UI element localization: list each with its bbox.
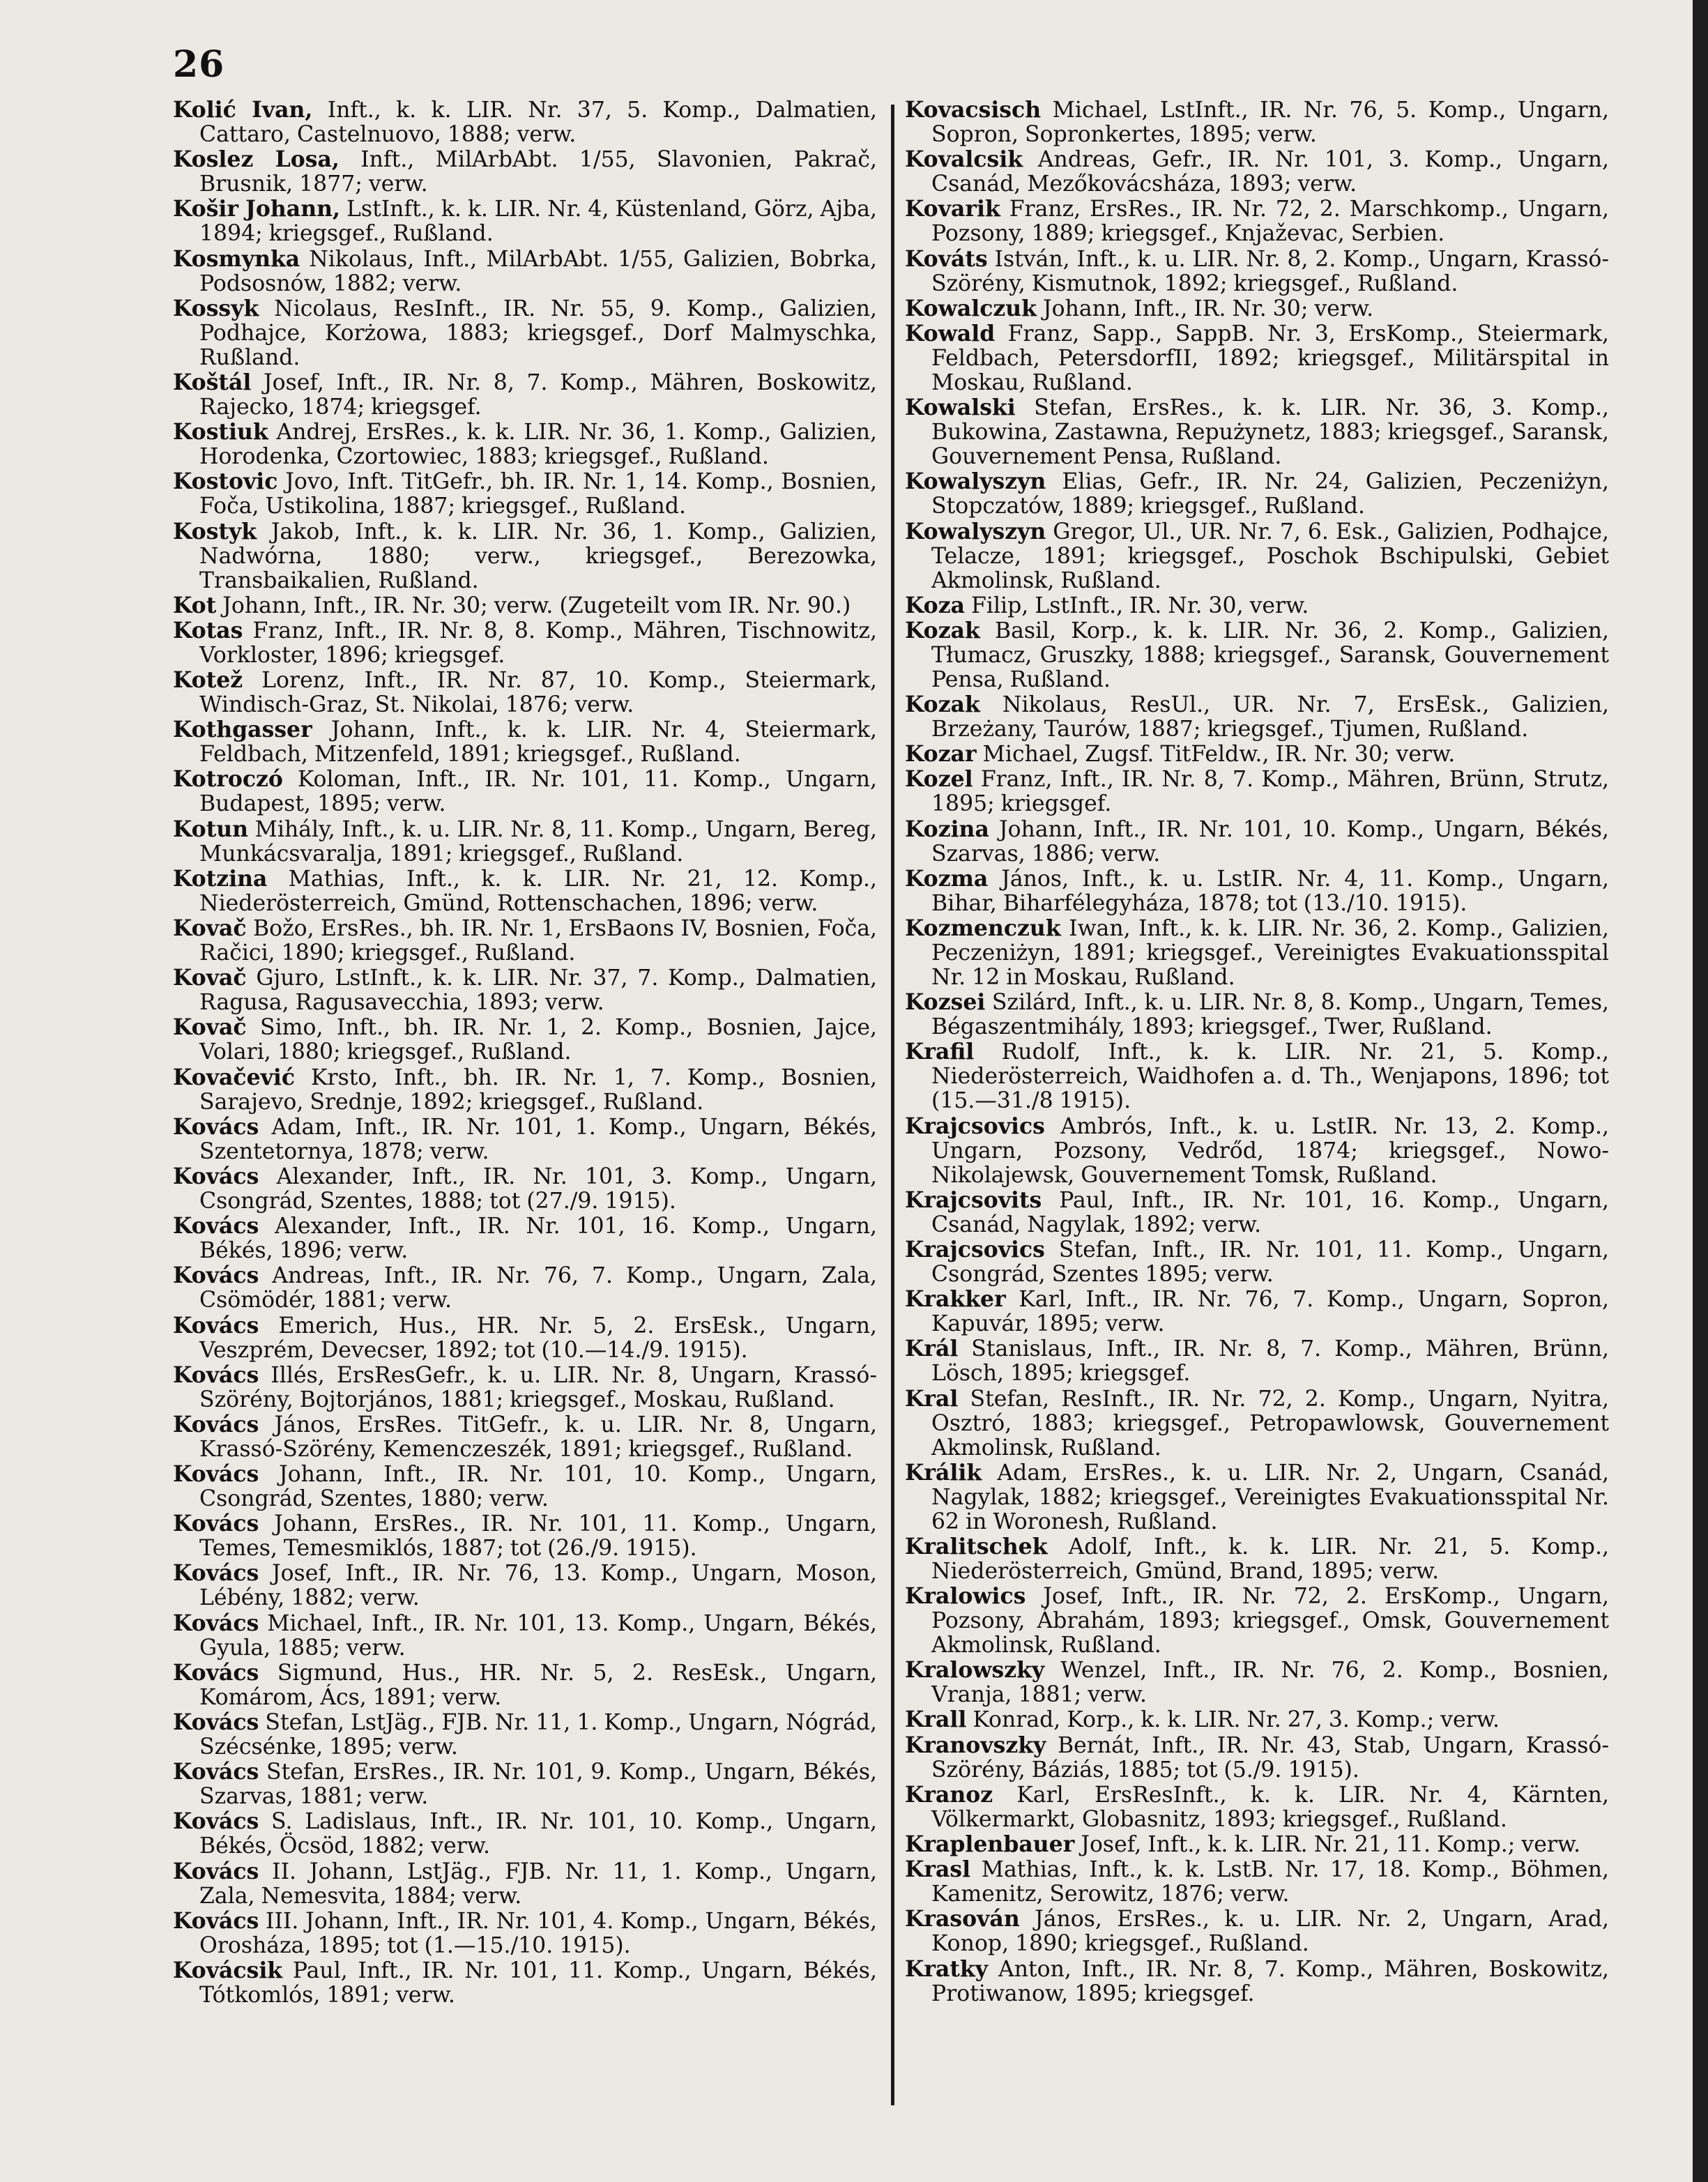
entry-text: Krsto, Inft., bh. IR. Nr. 1, 7. Komp., Bosnien, Sarajevo, Srednje, 1892; kriegsgef., Rußland. [199, 1065, 878, 1115]
entry-name: Kováts [905, 245, 988, 272]
list-item [905, 1237, 1609, 1287]
list-item [173, 1462, 877, 1511]
entry-name: Krall [905, 1707, 967, 1733]
list-item [173, 1115, 877, 1164]
list-item [173, 1760, 877, 1809]
entry-text: Franz, Sapp., SappB. Nr. 3, ErsKomp., Steiermark, Feldbach, PetersdorfII, 1892; kriegsgef., Militärspital in Moskau, Rußland. [931, 321, 1609, 395]
list-item [173, 1214, 877, 1263]
entry-name: Kotež [173, 667, 243, 694]
list-item [905, 1907, 1609, 1956]
entry-text: Michael, Inft., IR. Nr. 101, 13. Komp., Ungarn, Békés, Gyula, 1885; verw. [199, 1610, 877, 1661]
list-item [905, 618, 1609, 692]
entry-text: Konrad, Korp., k. k. LIR. Nr. 27, 3. Komp.; verw. [973, 1707, 1500, 1733]
entry-name: Kovács [173, 1709, 259, 1735]
entry-name: Kossyk [173, 295, 259, 321]
list-item [173, 1859, 877, 1909]
entry-text: Illés, ErsResGefr., k. u. LIR. Nr. 8, Ungarn, Krassó-Szörény, Bojtorjános, 1881; kriegsgef., Moskau, Rußland. [199, 1362, 877, 1412]
entry-text: Josef, Inft., k. k. LIR. Nr. 21, 11. Komp.; verw. [1081, 1832, 1581, 1857]
entry-text: Paul, Inft., IR. Nr. 101, 11. Komp., Ungarn, Békés, Tótkomlós, 1891; verw. [199, 1958, 877, 2008]
list-item [173, 1611, 877, 1661]
entry-name: Kotun [173, 816, 249, 842]
entry-name: Kovács [173, 1858, 259, 1884]
list-item [173, 1065, 877, 1115]
entry-text: Josef, Inft., IR. Nr. 76, 13. Komp., Ungarn, Moson, Lébény, 1882; verw. [199, 1561, 877, 1611]
entry-name: Kot [173, 592, 217, 618]
entry-name: Kowalczuk [905, 295, 1037, 321]
list-item [905, 742, 1609, 767]
entry-name: Kozsei [905, 989, 986, 1016]
list-item [173, 147, 877, 197]
list-item [905, 1957, 1609, 2006]
entry-text: Bernát, Inft., IR. Nr. 43, Stab, Ungarn, Krassó-Szörény, Báziás, 1885; tot (5./9. 1915). [931, 1732, 1610, 1783]
list-item [173, 916, 877, 966]
entry-name: Kovács [173, 1262, 259, 1289]
entry-name: Krafil [905, 1039, 975, 1065]
list-item [905, 1733, 1609, 1783]
entry-name: Koštál [173, 369, 252, 395]
list-item [905, 767, 1609, 816]
entry-name: Kozma [905, 865, 989, 892]
entry-text: István, Inft., k. u. LIR. Nr. 8, 2. Komp., Ungarn, Krassó-Szörény, Kismutnok, 1892; kriegsgef., Rußland. [931, 246, 1610, 296]
entry-text: Andreas, Gefr., IR. Nr. 101, 3. Komp., Ungarn, Csanád, Mezőkovácsháza, 1893; verw. [931, 147, 1610, 197]
entry-text: Stanislaus, Inft., IR. Nr. 8, 7. Komp., Mähren, Brünn, Lösch, 1895; kriegsgef. [931, 1336, 1609, 1387]
entry-name: Košir Johann, [173, 196, 340, 222]
entry-text: Jovo, Inft. TitGefr., bh. IR. Nr. 1, 14. Komp., Bosnien, Foča, Ustikolina, 1887; kriegsgef., Rußland. [199, 469, 877, 519]
entry-text: Johann, Inft., IR. Nr. 30; verw. [1043, 296, 1374, 321]
entry-name: Kovács [173, 1461, 259, 1488]
entry-name: Kotas [173, 617, 243, 643]
list-item [905, 197, 1609, 246]
list-item [905, 98, 1609, 147]
entry-text: Anton, Inft., IR. Nr. 8, 7. Komp., Mähren, Boskowitz, Protiwanow, 1895; kriegsgef. [931, 1956, 1610, 2006]
entry-name: Kotroczó [173, 766, 283, 793]
entry-text: Simo, Inft., bh. IR. Nr. 1, 2. Komp., Bosnien, Jajce, Volari, 1880; kriegsgef., Rußland. [199, 1015, 878, 1065]
entry-name: Kovács [173, 1659, 259, 1686]
entry-text: Božo, ErsRes., bh. IR. Nr. 1, ErsBaons IV, Bosnien, Foča, Račici, 1890; kriegsgef., Rußland. [199, 916, 877, 966]
list-item [905, 1387, 1609, 1460]
list-item [173, 420, 877, 469]
list-item [173, 1412, 877, 1462]
entry-text: Rudolf, Inft., k. k. LIR. Nr. 21, 5. Komp., Niederösterreich, Waidhofen a. d. Th., Wenjapons, 1896; tot (15.—31./8 1915). [931, 1039, 1610, 1114]
entry-text: Mathias, Inft., k. k. LstB. Nr. 17, 18. Komp., Böhmen, Kamenitz, Serowitz, 1876; verw. [931, 1857, 1610, 1907]
list-item [905, 1114, 1609, 1188]
entry-text: Alexander, Inft., IR. Nr. 101, 3. Komp., Ungarn, Csongrád, Szentes, 1888; tot (27./9. 1915). [199, 1164, 877, 1214]
entry-text: Koloman, Inft., IR. Nr. 101, 11. Komp., Ungarn, Budapest, 1895; verw. [199, 767, 878, 817]
entry-name: Krakker [905, 1286, 1006, 1313]
entry-name: Kovač [173, 915, 247, 941]
entry-name: Kralitschek [905, 1533, 1048, 1559]
entry-name: Kolić Ivan, [173, 97, 313, 123]
entry-name: Kovács [173, 1113, 259, 1140]
entry-name: Kralowszky [905, 1657, 1045, 1684]
entry-text: Basil, Korp., k. k. LIR. Nr. 36, 2. Komp., Galizien, Tłumacz, Gruszky, 1888; kriegsgef., Saransk, Gouvernement Pensa, Rußland. [931, 618, 1609, 692]
entry-name: Kovács [173, 1411, 259, 1437]
entry-text: Mihály, Inft., k. u. LIR. Nr. 8, 11. Komp., Ungarn, Bereg, Munkácsvaralja, 1891; kriegsgef., Rußland. [199, 816, 877, 867]
entry-name: Koslez Losa, [173, 146, 340, 173]
list-item [173, 767, 877, 816]
entry-text: Wenzel, Inft., IR. Nr. 76, 2. Komp., Bosnien, Vranja, 1881; verw. [931, 1658, 1610, 1708]
entry-name: Kovarik [905, 196, 1000, 222]
entry-text: Ambrós, Inft., k. u. LstIR. Nr. 13, 2. Komp., Ungarn, Pozsony, Vedrőd, 1874; kriegsgef., Nowo-Nikolajewsk, Gouvernement Tomsk, Rußland. [931, 1113, 1610, 1188]
list-item [173, 1164, 877, 1214]
entry-text: Michael, LstInft., IR. Nr. 76, 5. Komp., Ungarn, Sopron, Sopronkertes, 1895; verw. [931, 98, 1609, 147]
list-item [173, 668, 877, 717]
list-item [173, 1710, 877, 1760]
entry-text: Emerich, Hus., HR. Nr. 5, 2. ErsEsk., Ungarn, Veszprém, Devecser, 1892; tot (10.—14./9. 1915). [199, 1313, 878, 1363]
entry-name: Králik [905, 1459, 982, 1486]
list-item [173, 1363, 877, 1412]
entry-name: Kostiuk [173, 419, 268, 445]
entry-text: Inft., MilArbAbt. 1/55, Slavonien, Pakrač, Brusnik, 1877; verw. [199, 147, 877, 197]
entry-name: Kowalyszyn [905, 468, 1046, 495]
entry-text: Adam, ErsRes., k. u. LIR. Nr. 2, Ungarn, Csanád, Nagylak, 1882; kriegsgef., Vereinigtes Evakuationsspital Nr. 62 in Woronesh, Rußland. [931, 1460, 1609, 1534]
entry-name: Kosmynka [173, 245, 300, 272]
entry-text: Karl, Inft., IR. Nr. 76, 7. Komp., Ungarn, Sopron, Kapuvár, 1895; verw. [931, 1287, 1610, 1337]
list-item [905, 1832, 1609, 1857]
entry-text: Nikolaus, ResUl., UR. Nr. 7, ErsEsk., Galizien, Brzeżany, Taurów, 1887; kriegsgef., Tjumen, Rußland. [931, 692, 1609, 742]
list-item [173, 1958, 877, 2008]
list-item [173, 1263, 877, 1313]
entry-text: Iwan, Inft., k. k. LIR. Nr. 36, 2. Komp., Galizien, Peczeniżyn, 1891; kriegsgef., Vereinigtes Evakuationsspital Nr. 12 in Moskau, Rußland. [931, 916, 1609, 990]
entry-text: Nikolaus, Inft., MilArbAbt. 1/55, Galizien, Bobrka, Podsosnów, 1882; verw. [199, 246, 877, 296]
entry-name: Kranovszky [905, 1732, 1046, 1758]
list-item [173, 1909, 877, 1958]
entry-name: Kozmenczuk [905, 915, 1061, 941]
entry-text: Filip, LstInft., IR. Nr. 30, verw. [971, 593, 1309, 618]
entry-text: S. Ladislaus, Inft., IR. Nr. 101, 10. Komp., Ungarn, Békés, Öcsöd, 1882; verw. [199, 1809, 877, 1859]
entry-text: Josef, Inft., IR. Nr. 72, 2. ErsKomp., Ungarn, Pozsony, Ábrahám, 1893; kriegsgef., Omsk, Gouvernement Akmolinsk, Rußland. [931, 1584, 1609, 1658]
list-item [905, 692, 1609, 742]
entry-text: Stefan, LstJäg., FJB. Nr. 11, 1. Komp., Ungarn, Nógrád, Szécsénke, 1895; verw. [199, 1710, 877, 1760]
entry-name: Kral [905, 1385, 959, 1412]
entry-name: Koza [905, 592, 965, 618]
list-item [173, 717, 877, 767]
list-item [173, 1561, 877, 1610]
entry-name: Kovácsik [173, 1957, 283, 1983]
entry-text: II. Johann, LstJäg., FJB. Nr. 11, 1. Komp., Ungarn, Zala, Nemesvita, 1884; verw. [199, 1859, 878, 1909]
list-item [173, 519, 877, 593]
entry-text: Jakob, Inft., k. k. LIR. Nr. 36, 1. Komp., Galizien, Nadwórna, 1880; verw., kriegsgef., Berezowka, Transbaikalien, Rußland. [199, 519, 877, 593]
entry-text: Inft., k. k. LIR. Nr. 37, 5. Komp., Dalmatien, Cattaro, Castelnuovo, 1888; verw. [199, 98, 878, 147]
entry-name: Kovač [173, 1014, 247, 1041]
entry-text: LstInft., k. k. LIR. Nr. 4, Küstenland, Görz, Ajba, 1894; kriegsgef., Rußland. [199, 197, 877, 247]
entry-name: Kowalyszyn [905, 518, 1046, 544]
list-item [905, 519, 1609, 593]
list-item [905, 916, 1609, 990]
entry-text: Andreas, Inft., IR. Nr. 76, 7. Komp., Ungarn, Zala, Csömödér, 1881; verw. [199, 1263, 877, 1313]
entry-name: Kraplenbauer [905, 1831, 1075, 1857]
entry-name: Kovačević [173, 1064, 296, 1090]
list-item [905, 593, 1609, 618]
entry-text: Paul, Inft., IR. Nr. 101, 16. Komp., Ungarn, Csanád, Nagylak, 1892; verw. [931, 1187, 1610, 1237]
list-item [905, 1857, 1609, 1907]
list-item [905, 321, 1609, 395]
entry-text: Andrej, ErsRes., k. k. LIR. Nr. 36, 1. Komp., Galizien, Horodenka, Czortowiec, 1883; kriegsgef., Rußland. [199, 420, 878, 470]
left-column [173, 98, 877, 2008]
list-item [173, 296, 877, 370]
list-item [173, 469, 877, 519]
list-item [173, 618, 877, 668]
list-item [905, 867, 1609, 916]
entry-name: Kowald [905, 320, 996, 346]
entry-name: Kovács [173, 1511, 259, 1537]
list-item [173, 1313, 877, 1363]
list-item [173, 1015, 877, 1065]
list-item [173, 1809, 877, 1859]
entry-name: Kranoz [905, 1781, 993, 1808]
list-item [905, 1783, 1609, 1832]
list-item [905, 1039, 1609, 1113]
entry-text: Adolf, Inft., k. k. LIR. Nr. 21, 5. Komp., Niederösterreich, Gmünd, Brand, 1895; verw. [931, 1534, 1609, 1584]
entry-text: János, ErsRes. TitGefr., k. u. LIR. Nr. 8, Ungarn, Krassó-Szörény, Kemenczeszék, 1891; kriegsgef., Rußland. [199, 1412, 877, 1462]
entry-text: Stefan, Inft., IR. Nr. 101, 11. Komp., Ungarn, Csongrád, Szentes 1895; verw. [931, 1237, 1609, 1287]
entry-text: Johann, Inft., IR. Nr. 101, 10. Komp., Ungarn, Csongrád, Szentes, 1880; verw. [199, 1462, 878, 1512]
entry-text: Gjuro, LstInft., k. k. LIR. Nr. 37, 7. Komp., Dalmatien, Ragusa, Ragusavecchia, 1893; verw. [199, 966, 877, 1016]
entry-text: Johann, Inft., IR. Nr. 101, 10. Komp., Ungarn, Békés, Szarvas, 1886; verw. [931, 816, 1609, 867]
entry-name: Kratky [905, 1955, 989, 1982]
page-number: 26 [173, 43, 225, 86]
entry-name: Kovács [173, 1560, 259, 1587]
entry-name: Kovács [173, 1213, 259, 1239]
entry-text: Gregor, Ul., UR. Nr. 7, 6. Esk., Galizien, Podhajce, Telacze, 1891; kriegsgef., Poschok Bschipulski, Gebiet Akmolinsk, Rußland. [931, 519, 1609, 593]
entry-text: Alexander, Inft., IR. Nr. 101, 16. Komp., Ungarn, Békés, 1896; verw. [199, 1214, 877, 1264]
list-item [905, 247, 1609, 296]
list-item [905, 1336, 1609, 1386]
list-item [173, 817, 877, 867]
entry-name: Kovács [173, 1759, 259, 1785]
entry-name: Kozina [905, 816, 989, 842]
entry-name: Kostyk [173, 518, 257, 544]
entry-text: Michael, Zugsf. TitFeldw., IR. Nr. 30; verw. [982, 742, 1456, 768]
entry-name: Kovalcsik [905, 146, 1023, 173]
entry-name: Krajcsovits [905, 1187, 1042, 1213]
entry-name: Kovács [173, 1163, 259, 1189]
right-column [905, 98, 1609, 2006]
entry-text: Szilárd, Inft., k. u. LIR. Nr. 8, 8. Komp., Ungarn, Temes, Bégaszentmihály, 1893; kriegsgef., Twer, Rußland. [931, 990, 1610, 1040]
list-item [173, 247, 877, 296]
list-item [905, 296, 1609, 321]
entry-name: Kowalski [905, 395, 1016, 421]
entry-name: Kovács [173, 1361, 259, 1388]
entry-name: Krajcsovics [905, 1113, 1045, 1139]
entry-text: Johann, ErsRes., IR. Nr. 101, 11. Komp., Ungarn, Temes, Temesmiklós, 1887; tot (26./9. 1915). [199, 1511, 877, 1562]
entry-text: Sigmund, Hus., HR. Nr. 5, 2. ResEsk., Ungarn, Komárom, Ács, 1891; verw. [199, 1660, 877, 1710]
entry-text: Franz, Inft., IR. Nr. 8, 7. Komp., Mähren, Brünn, Strutz, 1895; kriegsgef. [931, 767, 1609, 817]
entry-text: Josef, Inft., IR. Nr. 8, 7. Komp., Mähren, Boskowitz, Rajecko, 1874; kriegsgef. [199, 369, 878, 420]
entry-text: Stefan, ErsRes., IR. Nr. 101, 9. Komp., Ungarn, Békés, Szarvas, 1881; verw. [199, 1760, 878, 1810]
entry-name: Kovács [173, 1907, 259, 1934]
entry-text: Johann, Inft., IR. Nr. 30; verw. (Zugeteilt vom IR. Nr. 90.) [222, 593, 851, 618]
entry-name: Kozel [905, 766, 973, 793]
list-item [905, 1287, 1609, 1336]
scan-edge [1693, 0, 1708, 2182]
list-item [173, 1661, 877, 1710]
list-item [905, 990, 1609, 1039]
entry-text: Stefan, ErsRes., k. k. LIR. Nr. 36, 3. Komp., Bukowina, Zastawna, Repużynetz, 1883; kriegsgef., Saransk, Gouvernement Pensa, Rußland. [931, 395, 1609, 470]
list-item [905, 1460, 1609, 1534]
list-item [905, 1658, 1609, 1707]
entry-name: Krajcsovics [905, 1236, 1045, 1262]
list-item [173, 98, 877, 147]
entry-text: János, ErsRes., k. u. LIR. Nr. 2, Ungarn, Arad, Konop, 1890; kriegsgef., Rußland. [931, 1907, 1609, 1957]
list-item [173, 966, 877, 1015]
list-item [905, 1584, 1609, 1658]
entry-text: Nicolaus, ResInft., IR. Nr. 55, 9. Komp., Galizien, Podhajce, Korżowa, 1883; kriegsgef., Dorf Malmyschka, Rußland. [199, 296, 877, 370]
column-divider [891, 105, 894, 2105]
list-item [173, 370, 877, 420]
entry-name: Kovacsisch [905, 97, 1042, 123]
list-item [173, 197, 877, 246]
entry-name: Kotzina [173, 865, 268, 892]
list-item [173, 1511, 877, 1561]
list-item [905, 147, 1609, 197]
entry-name: Kovács [173, 1808, 259, 1835]
entry-text: Karl, ErsResInft., k. k. LIR. Nr. 4, Kärnten, Völkermarkt, Globasnitz, 1893; kriegsgef., Rußland. [931, 1782, 1609, 1832]
list-item [905, 1707, 1609, 1732]
entry-text: III. Johann, Inft., IR. Nr. 101, 4. Komp., Ungarn, Békés, Orosháza, 1895; tot (1.—15./10. 1915). [199, 1908, 877, 1958]
entry-name: Krasován [905, 1906, 1020, 1932]
entry-name: Kozak [905, 617, 980, 643]
entry-name: Kothgasser [173, 717, 312, 743]
entry-name: Krasl [905, 1856, 971, 1883]
entry-name: Král [905, 1336, 959, 1362]
list-item [905, 1534, 1609, 1584]
entry-text: Stefan, ResInft., IR. Nr. 72, 2. Komp., Ungarn, Nyitra, Osztró, 1883; kriegsgef., Petropawlowsk, Gouvernement Akmolinsk, Rußland. [931, 1386, 1610, 1460]
list-item [905, 469, 1609, 519]
entry-name: Kovač [173, 965, 247, 991]
entry-text: Elias, Gefr., IR. Nr. 24, Galizien, Peczeniżyn, Stopczatów, 1889; kriegsgef., Rußland. [931, 469, 1609, 519]
entry-name: Kovács [173, 1610, 259, 1636]
entry-text: Adam, Inft., IR. Nr. 101, 1. Komp., Ungarn, Békés, Szentetornya, 1878; verw. [199, 1114, 877, 1164]
list-item [905, 395, 1609, 469]
list-item [173, 593, 877, 618]
entry-text: Franz, ErsRes., IR. Nr. 72, 2. Marschkomp., Ungarn, Pozsony, 1889; kriegsgef., Knjaževac, Serbien. [931, 197, 1610, 247]
entry-text: János, Inft., k. u. LstIR. Nr. 4, 11. Komp., Ungarn, Bihar, Biharfélegyháza, 1878; tot (13./10. 1915). [931, 866, 1610, 916]
entry-text: Franz, Inft., IR. Nr. 8, 8. Komp., Mähren, Tischnowitz, Vorkloster, 1896; kriegsgef. [199, 618, 877, 668]
entry-name: Kozak [905, 692, 980, 718]
entry-name: Kralowics [905, 1583, 1026, 1610]
list-item [905, 817, 1609, 867]
entry-name: Kostovic [173, 468, 278, 495]
list-item [905, 1188, 1609, 1237]
list-item [173, 867, 877, 916]
entry-text: Johann, Inft., k. k. LIR. Nr. 4, Steiermark, Feldbach, Mitzenfeld, 1891; kriegsgef., Rußland. [199, 717, 877, 768]
entry-text: Lorenz, Inft., IR. Nr. 87, 10. Komp., Steiermark, Windisch-Graz, St. Nikolai, 1876; verw. [199, 668, 878, 718]
entry-name: Kozar [905, 741, 977, 768]
entry-name: Kovács [173, 1312, 259, 1338]
entry-text: Mathias, Inft., k. k. LIR. Nr. 21, 12. Komp., Niederösterreich, Gmünd, Rottenschachen, 1896; verw. [199, 866, 878, 916]
